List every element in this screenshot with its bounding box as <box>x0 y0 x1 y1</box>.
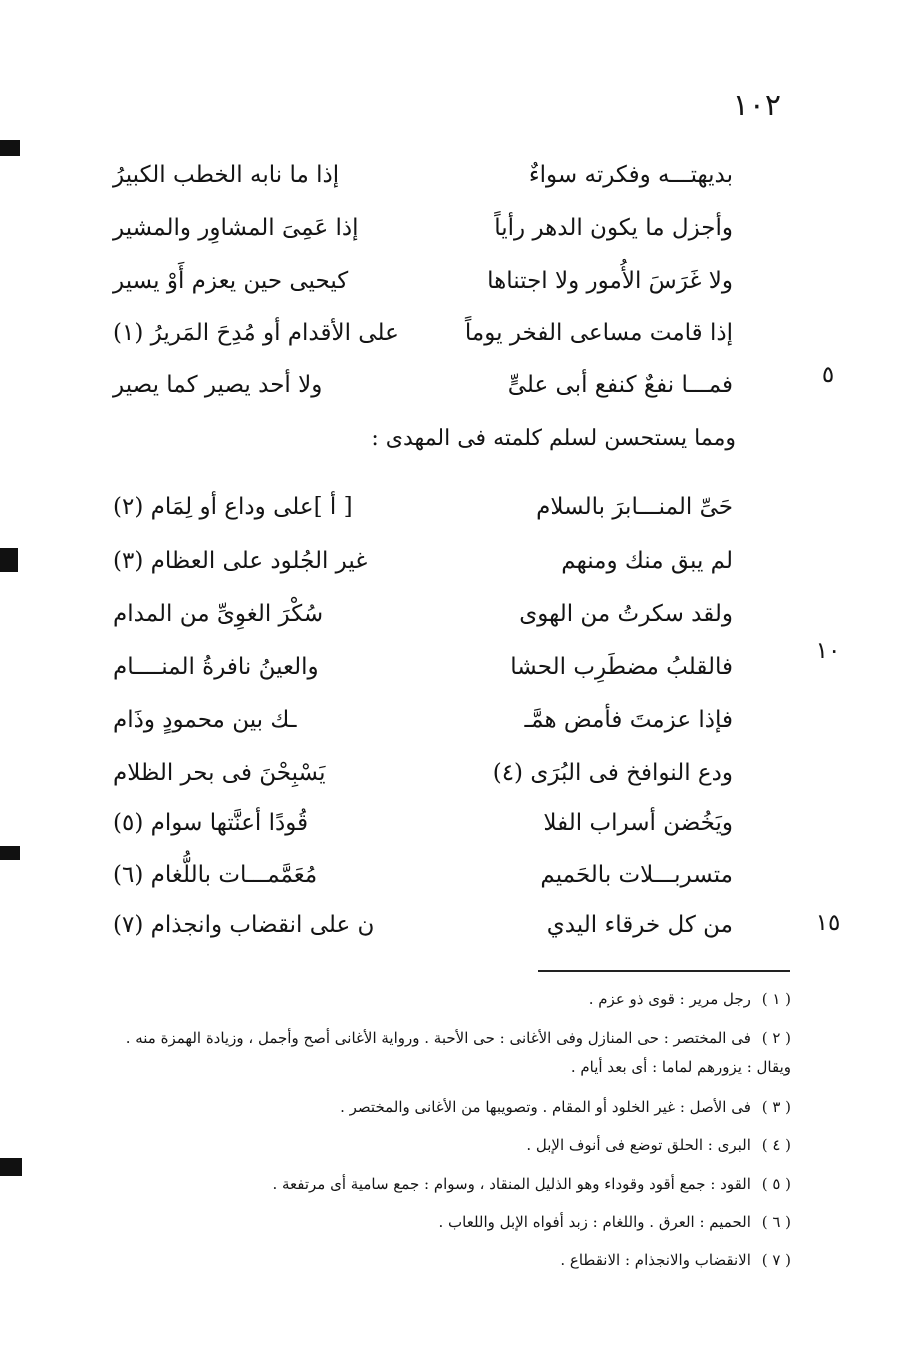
verse-first-hemistich: حَىِّ المنـــابرَ بالسلام <box>536 494 733 520</box>
verse-line <box>113 905 733 959</box>
verse-first-hemistich: ويَخُضن أسراب الفلا <box>543 810 733 836</box>
verse-first-hemistich: ولا غَرَسَ الأُمور ولا اجتناها <box>487 268 733 294</box>
verse-second-hemistich: إذا عَمِىَ المشاوِر والمشير <box>113 215 359 241</box>
verse-second-hemistich: والعينُ نافرةُ المنــــام <box>113 654 319 680</box>
scan-artifact <box>0 1158 22 1176</box>
verse-line <box>113 700 733 754</box>
verse-first-hemistich: من كل خرقاء اليدي <box>546 912 733 938</box>
footnote-text: الحميم : العرق . واللغام : زبد أفواه الإبل واللعاب . <box>438 1213 751 1231</box>
verse-first-hemistich: متسربـــلات بالحَميم <box>540 862 733 888</box>
verse-line <box>113 541 733 595</box>
verse-line <box>113 208 733 262</box>
verse-line <box>113 647 733 701</box>
scan-artifact <box>0 846 20 860</box>
footnote-label: ( ٥ ) <box>761 1175 791 1193</box>
footnote-text: البرى : الحلق توضع فى أنوف الإبل . <box>526 1136 751 1154</box>
footnote <box>111 1246 791 1275</box>
footnote <box>111 985 791 1014</box>
verse-line <box>113 155 733 209</box>
verse-second-hemistich: يَسْبِحْنَ فى بحر الظلام <box>113 760 326 786</box>
page-number: ١٠٢ <box>732 88 781 123</box>
verse-second-hemistich: إذا ما نابه الخطب الكبيرُ <box>113 162 340 188</box>
footnote <box>111 1208 791 1237</box>
footnote <box>111 1170 791 1199</box>
footnote-label: ( ٤ ) <box>761 1136 791 1154</box>
footnote-text: فى الأصل : غير الخلود أو المقام . وتصويبها من الأغانى والمختصر . <box>340 1098 751 1116</box>
verse-line <box>113 365 733 419</box>
footnote-text: القود : جمع أقود وقوداء وهو الذليل المنقاد ، وسوام : جمع سامية أى مرتفعة . <box>272 1175 751 1193</box>
verse-second-hemistich: على الأقدام أو مُدِحَ المَريرُ (١) <box>113 320 399 346</box>
verse-second-hemistich: ـك بين محمودٍ وذَام <box>113 707 297 733</box>
intro-line: ومما يستحسن لسلم كلمته فى المهدى : <box>371 426 736 451</box>
verse-line <box>113 261 733 315</box>
verse-line <box>113 313 733 367</box>
verse-second-hemistich: ولا أحد يصير كما يصير <box>113 372 323 398</box>
verse-first-hemistich: لم يبق منك ومنهم <box>561 548 733 574</box>
verse-second-hemistich: غير الجُلود على العظام (٣) <box>113 548 368 574</box>
verse-second-hemistich: قُودًا أعنَّتها سوام (٥) <box>113 810 309 836</box>
verse-second-hemistich: ن على انقضاب وانجذام (٧) <box>113 912 375 938</box>
verse-line <box>113 487 733 541</box>
line-number-margin: ١٥ <box>815 910 841 936</box>
line-number-margin: ٥ <box>821 362 835 388</box>
footnote <box>111 1024 791 1082</box>
scan-artifact <box>0 548 18 572</box>
verse-second-hemistich: سُكْرَ الغوِىِّ من المدام <box>113 601 324 627</box>
verse-second-hemistich: كيحيى حين يعزم أَوْ يسير <box>113 268 349 294</box>
verse-line <box>113 594 733 648</box>
footnote-divider <box>538 970 790 972</box>
verse-first-hemistich: فالقلبُ مضطَرِب الحشا <box>510 654 733 680</box>
footnote-label: ( ٧ ) <box>761 1251 791 1269</box>
footnote-label: ( ٣ ) <box>761 1098 791 1116</box>
verse-line <box>113 753 733 807</box>
footnote-text: رجل مرير : قوى ذو عزم . <box>588 990 751 1008</box>
footnote-label: ( ١ ) <box>761 990 791 1008</box>
footnote <box>111 1093 791 1122</box>
verse-first-hemistich: ولقد سكرتُ من الهوى <box>519 601 733 627</box>
footnote <box>111 1131 791 1160</box>
verse-first-hemistich: فإذا عزمتَ فأمض همَّـ <box>524 707 733 733</box>
verse-second-hemistich: مُعَمَّمـــات باللُّغام (٦) <box>113 862 318 888</box>
verse-first-hemistich: وأجزل ما يكون الدهر رأياً <box>494 215 733 241</box>
scan-artifact <box>0 140 20 156</box>
footnote-label: ( ٦ ) <box>761 1213 791 1231</box>
verse-first-hemistich: ودع النوافخ فى البُرَى (٤) <box>492 760 733 786</box>
footnote-text: فى المختصر : حى المنازل وفى الأغانى : حى الأحبة . ورواية الأغانى أصح وأجمل ، وزيادة الهمزة منه . ويقال : يزورهم لماما : أى بعد أيام . <box>125 1029 791 1076</box>
footnote-text: الانقضاب والانجذام : الانقطاع . <box>560 1251 751 1269</box>
verse-line <box>113 803 733 857</box>
verse-first-hemistich: بديهتـــه وفكرته سواءٌ <box>528 162 733 188</box>
verse-second-hemistich: [ أ ]على وداع أو لِمَام (٢) <box>113 494 353 520</box>
footnote-label: ( ٢ ) <box>761 1029 791 1047</box>
verse-first-hemistich: فمـــا نفعٌ كنفع أبى علىٍّ <box>507 372 733 398</box>
line-number-margin: ١٠ <box>815 638 841 664</box>
verse-first-hemistich: إذا قامت مساعى الفخر يوماً <box>464 320 733 346</box>
verse-line <box>113 855 733 909</box>
